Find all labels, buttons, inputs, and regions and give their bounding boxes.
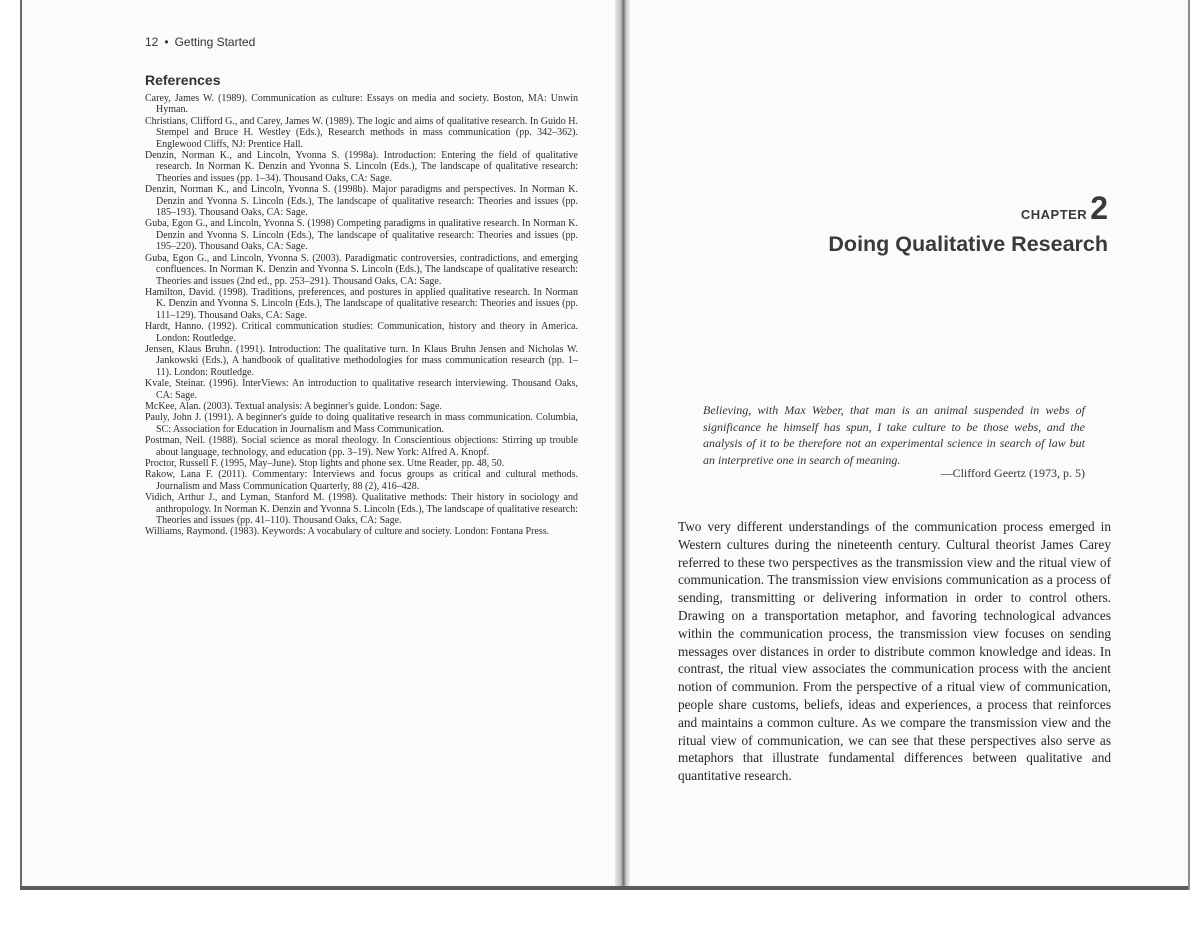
chapter-word: CHAPTER	[1020, 207, 1088, 222]
body-paragraph: Two very different understandings of the communication process emerged in Western cultures during the nineteenth century. Cultural theorist James Carey referred to these two perspectives as the transmission view and the ritual view of communication. The transmission view envisions communication as a process of sending, transmitting or delivering information in order to control others. Drawing on a transportation metaphor, and favoring technological advances within the communication process, the transmission view focuses on sending messages over distances in order to distribute common knowledge and ideas. In contrast, the ritual view associates the communication process with the ancient notion of communion. From the perspective of a ritual view of communication, people share customs, beliefs, ideas and experiences, a process that reinforces and maintains a common culture. As we compare the transmission view and the ritual view of communication, we can see that these perspectives also serve as metaphors that illustrate fundamental differences between qualitative and quantitative research.	[678, 519, 1111, 784]
chapter-label	[900, 190, 1108, 227]
bullet-separator: •	[164, 35, 169, 49]
reference-item: Jensen, Klaus Bruhn. (1991). Introduction: The qualitative turn. In Klaus Bruhn Jensen and Nicholas W. Jankowski (Eds.), A handbook of qualitative methodologies for mass communication research (pp. 1–11). London: Routledge.	[145, 343, 578, 378]
reference-item: Rakow, Lana F. (2011). Commentary: Interviews and focus groups as critical and cultural methods. Journalism and Mass Communication Quarterly, 88 (2), 416–428.	[145, 469, 578, 492]
reference-item: Denzin, Norman K., and Lincoln, Yvonna S. (1998b). Major paradigms and perspectives. In Norman K. Denzin and Yvonna S. Lincoln (Eds.), The landscape of qualitative research: Theories and issues (pp. 185–193). Thousand Oaks, CA: Sage.	[145, 184, 578, 219]
reference-item: Postman, Neil. (1988). Social science as moral theology. In Conscientious objections: Stirring up trouble about language, technology, and education (pp. 3–19). New York: Alfred A. Knopf.	[145, 435, 578, 458]
section-title: Getting Started	[174, 35, 256, 49]
references-list	[145, 93, 578, 538]
references-heading: References	[145, 72, 221, 88]
reference-item: Guba, Egon G., and Lincoln, Yvonna S. (1998) Competing paradigms in qualitative research. In Norman K. Denzin and Yvonna S. Lincoln (Eds.), The landscape of qualitative research: Theories and issues (pp. 195–220). Thousand Oaks, CA: Sage.	[145, 218, 578, 253]
reference-item: Pauly, John J. (1991). A beginner's guide to doing qualitative research in mass communication. Columbia, SC: Association for Education in Journalism and Mass Communication.	[145, 412, 578, 435]
reference-item: Guba, Egon G., and Lincoln, Yvonna S. (2003). Paradigmatic controversies, contradictions, and emerging confluences. In Norman K. Denzin and Yvonna S. Lincoln (Eds.), The landscape of qualitative research: Theories and issues (2nd ed., pp. 253–291). Thousand Oaks, CA: Sage.	[145, 252, 578, 287]
page-bottom-edge	[20, 886, 1190, 890]
epigraph-quote: Believing, with Max Weber, that man is an animal suspended in webs of significance he himself has spun, I take culture to be those webs, and the analysis of it to be therefore not an experimental science in search of law but an interpretive one in search of meaning.	[703, 403, 1085, 467]
reference-item: McKee, Alan. (2003). Textual analysis: A beginner's guide. London: Sage.	[145, 400, 442, 412]
reference-item: Hardt, Hanno. (1992). Critical communication studies: Communication, history and theory in America. London: Routledge.	[145, 321, 578, 344]
chapter-number: 2	[1090, 190, 1108, 226]
running-head	[145, 35, 255, 49]
reference-item: Williams, Raymond. (1983). Keywords: A vocabulary of culture and society. London: Fontana Press.	[145, 526, 550, 538]
reference-item: Christians, Clifford G., and Carey, James W. (1989). The logic and aims of qualitative research. In Guido H. Stempel and Bruce H. Westley (Eds.), Research methods in mass communication (pp. 342–362). Englewood Cliffs, NJ: Prentice Hall.	[145, 115, 578, 150]
reference-item: Vidich, Arthur J., and Lyman, Stanford M. (1998). Qualitative methods: Their history in sociology and anthropology. In Norman K. Denzin and Yvonna S. Lincoln (Eds.), The landscape of qualitative research: Theories and issues (pp. 41–110). Thousand Oaks, CA: Sage.	[145, 492, 578, 527]
page-right-edge	[1188, 0, 1190, 890]
reference-item: Kvale, Steinar. (1996). InterViews: An introduction to qualitative research interviewing. Thousand Oaks, CA: Sage.	[145, 378, 578, 401]
book-gutter	[615, 0, 630, 890]
epigraph-attribution: —Clifford Geertz (1973, p. 5)	[940, 466, 1085, 480]
reference-item: Proctor, Russell F. (1995, May–June). Stop lights and phone sex. Utne Reader, pp. 48, 50.	[145, 458, 505, 469]
chapter-title: Doing Qualitative Research	[828, 232, 1108, 256]
reference-item: Denzin, Norman K., and Lincoln, Yvonna S. (1998a). Introduction: Entering the field of qualitative research. In Norman K. Denzin and Yvonna S. Lincoln (Eds.), The landscape of qualitative research: Theories and issues (pp. 1–34). Thousand Oaks, CA: Sage.	[145, 150, 578, 184]
reference-item: Hamilton, David. (1998). Traditions, preferences, and postures in applied qualitative research. In Norman K. Denzin and Yvonna S. Lincoln (Eds.), The landscape of qualitative research: Theories and issues (pp. 111–129). Thousand Oaks, CA: Sage.	[145, 286, 578, 321]
reference-item: Carey, James W. (1989). Communication as culture: Essays on media and society. Boston, MA: Unwin Hyman.	[145, 93, 578, 116]
page-number: 12	[145, 35, 159, 49]
